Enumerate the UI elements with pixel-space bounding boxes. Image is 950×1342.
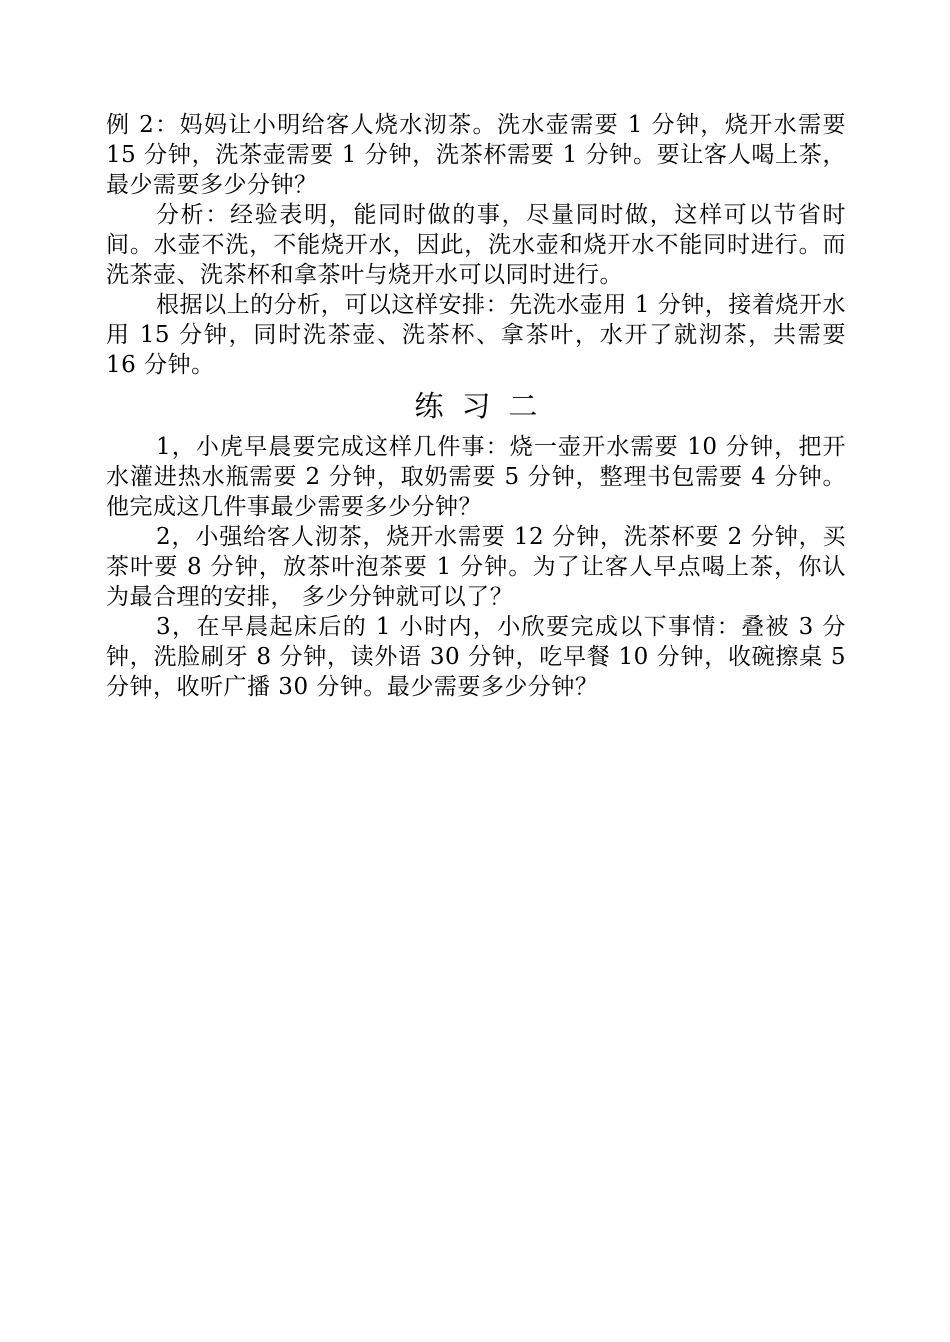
exercise-item-2: 2，小强给客人沏茶，烧开水需要 12 分钟，洗茶杯要 2 分钟，买茶叶要 8 分钟，放茶叶泡茶要 1 分钟。为了让客人早点喝上茶，你认为最合理的安排， 多少分钟就可以了？ xyxy=(106,524,846,610)
exercise-section-title: 练习二 xyxy=(414,389,556,423)
exercise-item-3: 3，在早晨起床后的 1 小时内，小欣要完成以下事情：叠被 3 分钟，洗脸刷牙 8 分钟，读外语 30 分钟，吃早餐 10 分钟，收碗擦桌 5 分钟，收听广播 30 分钟。最少需要多少分钟？ xyxy=(106,614,846,700)
example-solution: 根据以上的分析，可以这样安排：先洗水壶用 1 分钟，接着烧开水用 15 分钟，同时洗茶壶、洗茶杯、拿茶叶，水开了就沏茶，共需要 16 分钟。 xyxy=(106,292,846,378)
exercise-item-1: 1，小虎早晨要完成这样几件事：烧一壶开水需要 10 分钟，把开水灌进热水瓶需要 2 分钟，取奶需要 5 分钟，整理书包需要 4 分钟。他完成这几件事最少需要多少分钟？ xyxy=(106,434,846,520)
document-page xyxy=(106,110,846,702)
example-problem: 例 2：妈妈让小明给客人烧水沏茶。洗水壶需要 1 分钟，烧开水需要 15 分钟，洗茶壶需要 1 分钟，洗茶杯需要 1 分钟。要让客人喝上茶，最少需要多少分钟？ xyxy=(106,112,846,198)
example-analysis: 分析：经验表明，能同时做的事，尽量同时做，这样可以节省时间。水壶不洗，不能烧开水，因此，洗水壶和烧开水不能同时进行。而洗茶壶、洗茶杯和拿茶叶与烧开水可以同时进行。 xyxy=(106,202,846,288)
